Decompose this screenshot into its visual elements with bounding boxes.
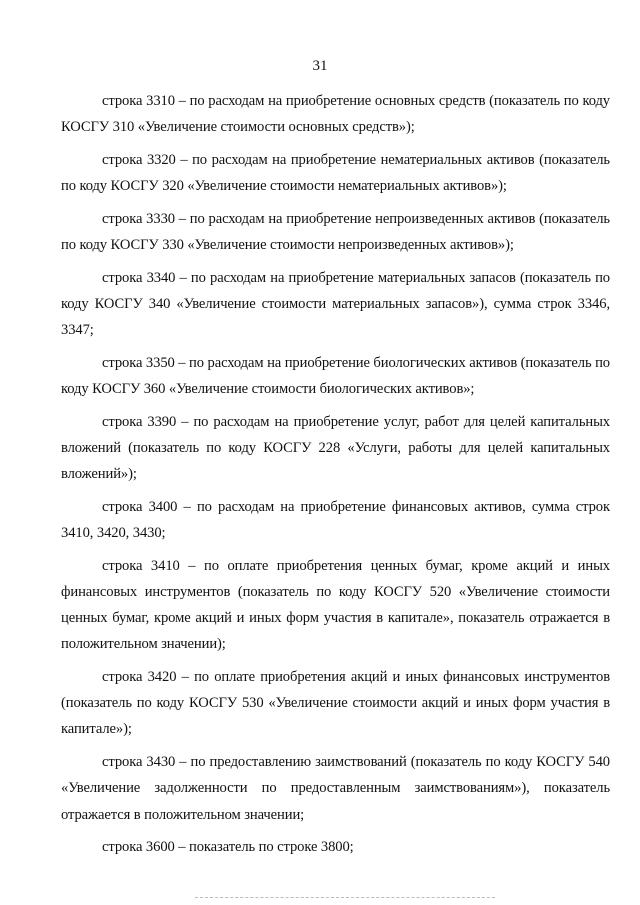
paragraph-line-3600: строка 3600 – показатель по строке 3800; — [102, 839, 354, 856]
paragraph-line-3340: строка 3340 – по расходам на приобретение материальных запасов (показатель по коду КОСГУ 340 «Увеличение стоимости материальных запасов»), сумма строк 3346, 3347; — [61, 269, 610, 339]
paragraph-line-3410: строка 3410 – по оплате приобретения ценных бумаг, кроме акций и иных финансовых инструментов (показатель по коду КОСГУ 520 «Увеличение стоимости ценных бумаг, кроме акций и иных форм участия в капитале», показатель отражается в положительном значении); — [61, 557, 610, 653]
paragraph-line-3390: строка 3390 – по расходам на приобретение услуг, работ для целей капитальных вложений (показатель по коду КОСГУ 228 «Услуги, работы для целей капитальных вложений»); — [61, 413, 610, 483]
paragraph-line-3350: строка 3350 – по расходам на приобретение биологических активов (показатель по коду КОСГУ 360 «Увеличение стоимости биологических активов»; — [61, 354, 610, 398]
paragraph-line-3320: строка 3320 – по расходам на приобретение нематериальных активов (показатель по коду КОСГУ 320 «Увеличение стоимости нематериальных активов»); — [61, 151, 610, 195]
paragraph-line-3310: строка 3310 – по расходам на приобретение основных средств (показатель по коду КОСГУ 310 «Увеличение стоимости основных средств»); — [61, 93, 610, 136]
paragraph-line-3420: строка 3420 – по оплате приобретения акций и иных финансовых инструментов (показатель по коду КОСГУ 530 «Увеличение стоимости акций и иных форм участия в капитале»); — [61, 669, 610, 738]
paragraph-line-3430: строка 3430 – по предоставлению заимствований (показатель по коду КОСГУ 540 «Увеличение задолженности по предоставленным заимствованиям»), показатель отражается в положительном значении; — [61, 754, 610, 823]
paragraph-line-3330: строка 3330 – по расходам на приобретение непроизведенных активов (показатель по коду КОСГУ 330 «Увеличение стоимости непроизведенных активов»); — [61, 210, 610, 254]
page-number: 31 — [312, 58, 328, 74]
scan-edge-divider — [195, 897, 495, 898]
document-body — [61, 88, 610, 867]
paragraph-line-3400: строка 3400 – по расходам на приобретение финансовых активов, сумма строк 3410, 3420, 3430; — [61, 498, 610, 542]
